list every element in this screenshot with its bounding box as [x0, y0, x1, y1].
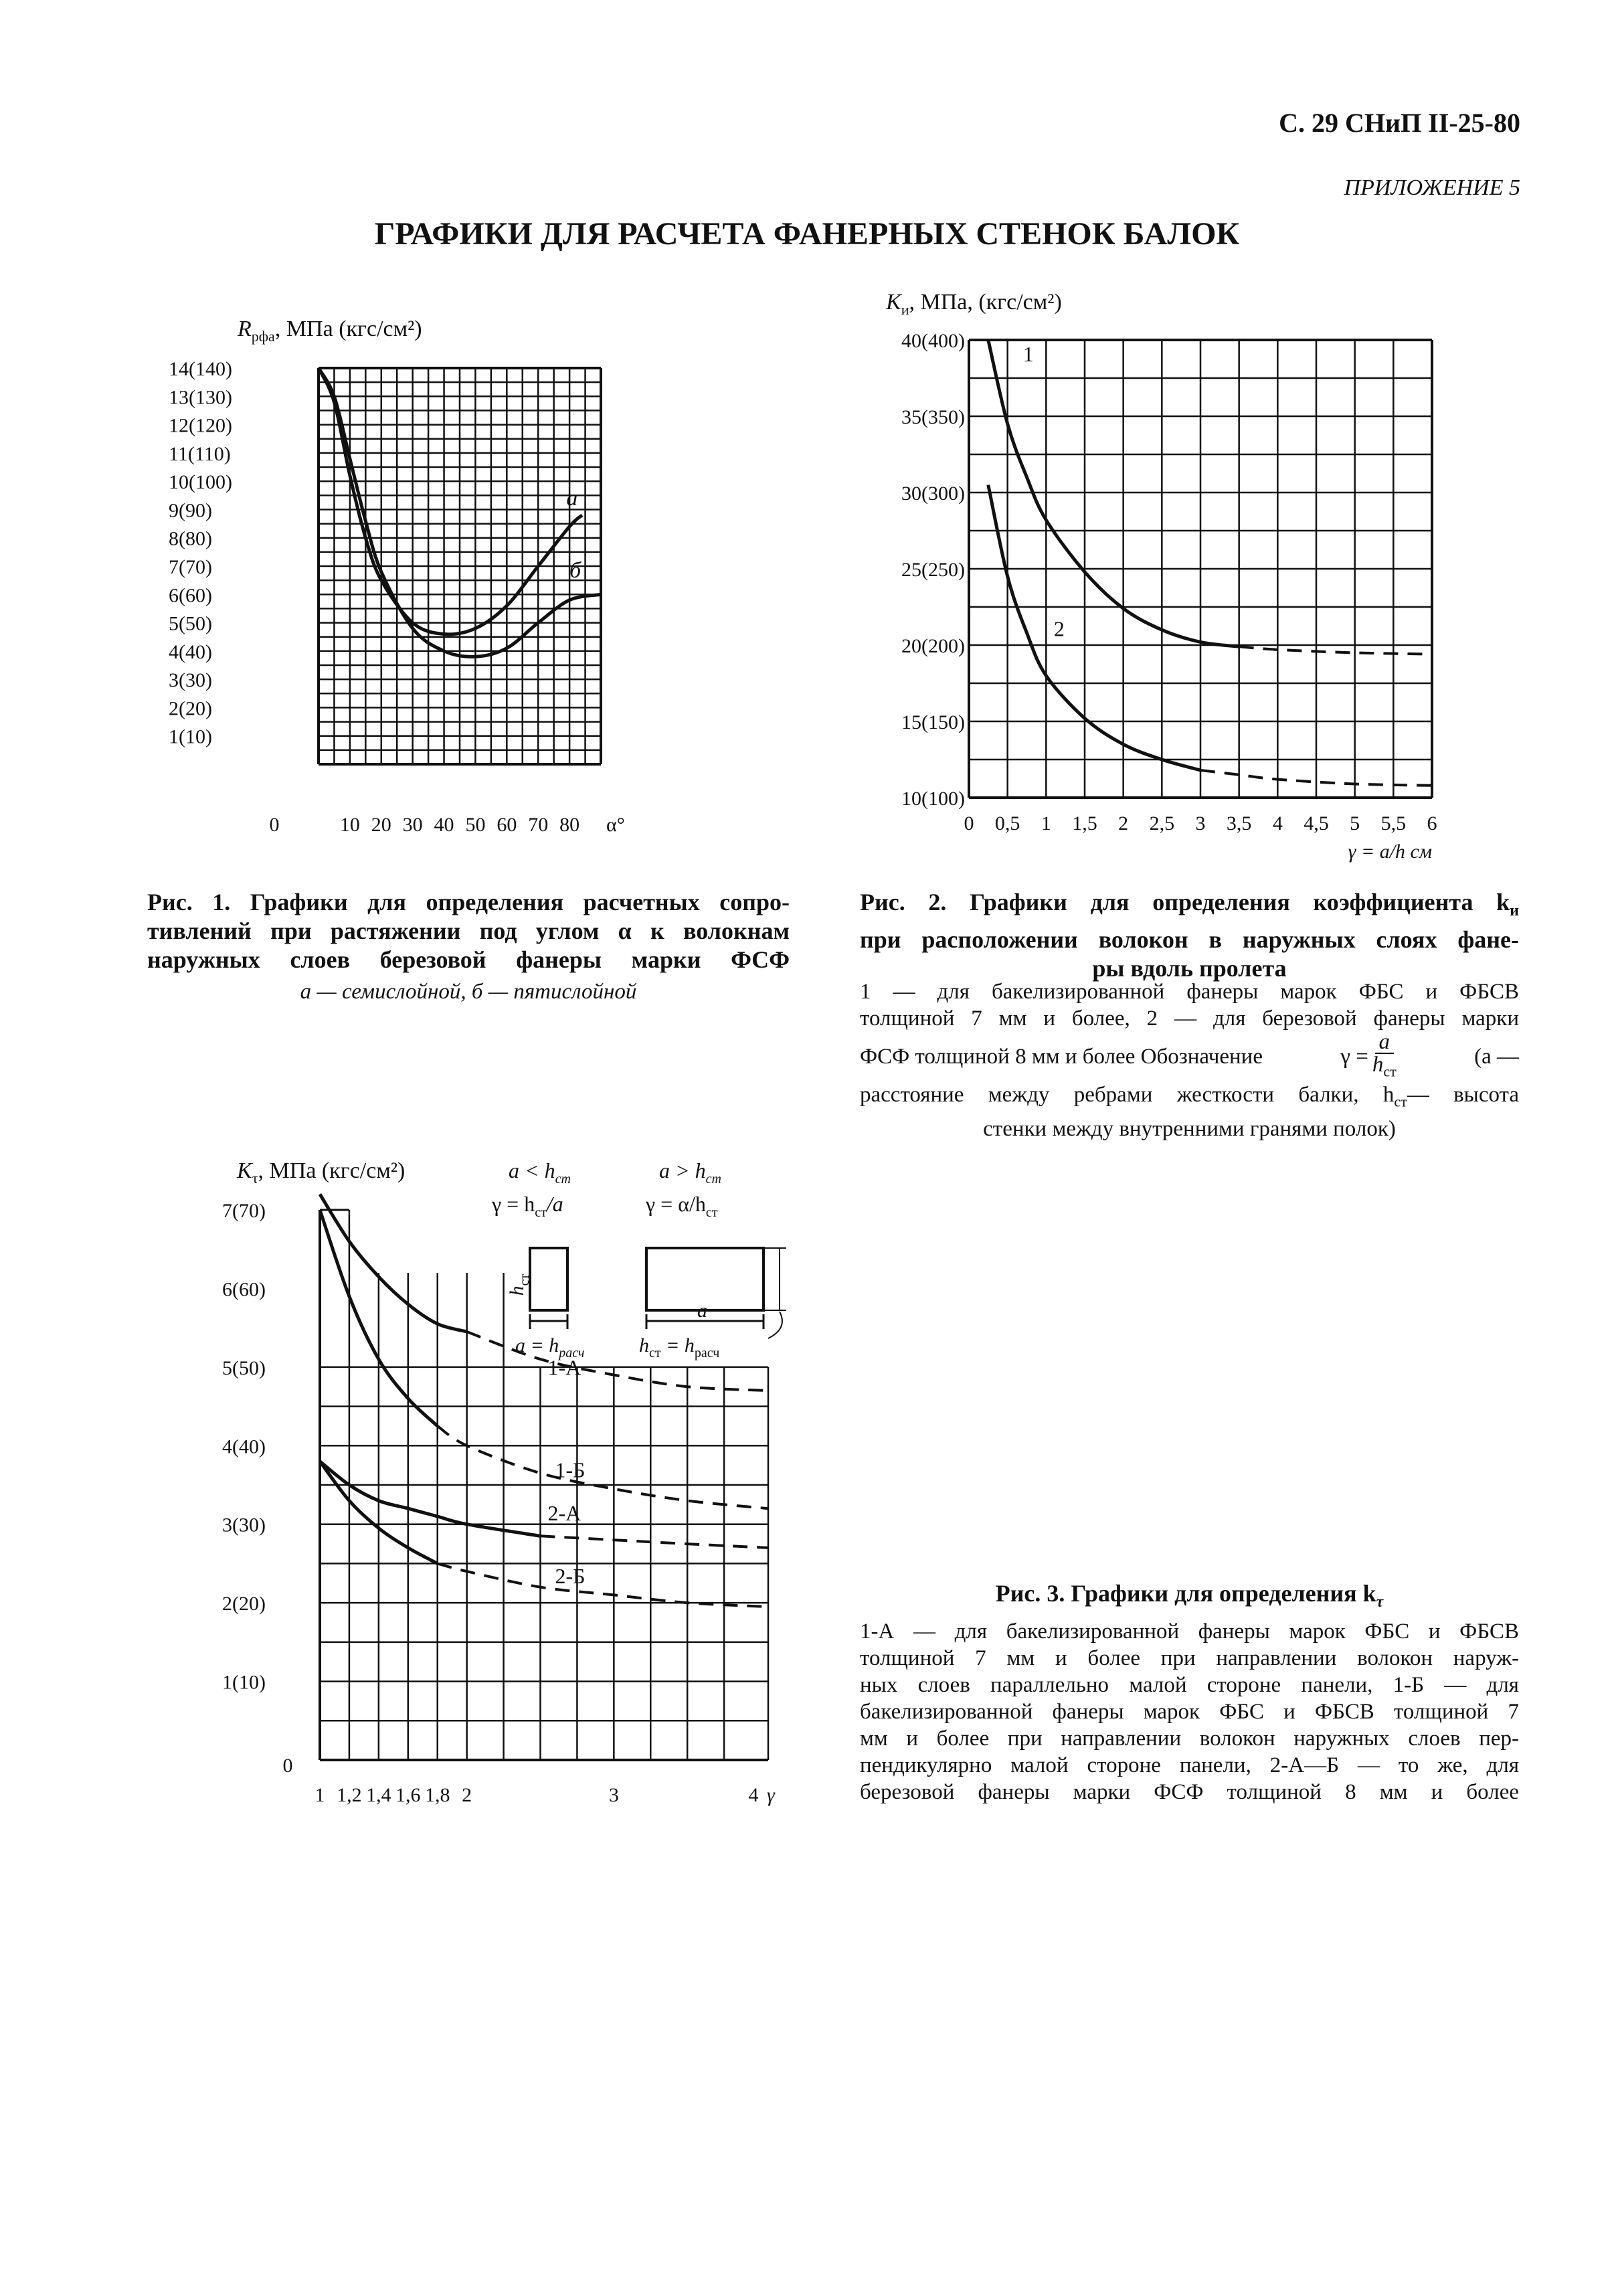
fig2-fraction: a $h_{ст}$: [1372, 1029, 1397, 1080]
y-tick-label: 5(50): [169, 612, 212, 635]
fig1-caption-line: тивлений при растяжении под углом α к волокнам: [147, 917, 790, 944]
fig1-legend: а — семислойной, б — пятислойной: [300, 980, 637, 1004]
fig3-legend-line: бакелизированной фанеры марок ФБС и ФБСВ толщиной 7: [860, 1700, 1519, 1724]
series-line-dashed-2: [541, 1536, 769, 1548]
fig1-caption-line: Рис. 1. Графики для определения расчетных сопро-: [147, 889, 790, 915]
series-label-2a: 2-А: [547, 1500, 581, 1525]
y-tick-label: 13(130): [169, 386, 232, 409]
y-tick-label: 35(350): [901, 406, 965, 428]
x-axis-label: γ: [767, 1784, 775, 1806]
y-tick-label: 8(80): [169, 527, 212, 550]
fig3-legend: [860, 1618, 1519, 1805]
fig3-grid: [320, 1210, 768, 1760]
x-tick-label: 4,5: [1304, 812, 1329, 834]
series-label-1a: 1-А: [547, 1355, 581, 1380]
fig2-series: [988, 340, 1432, 786]
x-tick-label: 20: [371, 814, 391, 836]
y-tick-label: 15(150): [901, 711, 965, 733]
fig3-legend-line: ных слоев параллельно малой стороне панели, 1-Б — для: [860, 1673, 1519, 1697]
series-line-dashed-3: [438, 1563, 768, 1607]
page-reference: С. 29 СНиП II-25-80: [1279, 108, 1520, 138]
fig2-chart: [857, 281, 1526, 883]
fig3-inset-left-bottom: $a = h_{расч}$: [515, 1334, 585, 1360]
fig3-inset-h-label: $h_{ст}$: [506, 1273, 532, 1296]
x-tick-label: 40: [434, 814, 454, 836]
fig2-grid: [969, 340, 1432, 798]
fig3-inset-left-rect: [530, 1248, 567, 1310]
fig2-legend-formula-line: ФСФ толщиной 8 мм и более Обозначение γ = a $h_{ст}$ (а —: [860, 1032, 1519, 1081]
x-tick-label: 6: [1427, 812, 1437, 834]
x-tick-label: 50: [465, 814, 486, 836]
x-tick-label: 0: [964, 812, 974, 834]
x-tick-label: 0,5: [994, 812, 1020, 834]
x-tick-label: 2,5: [1149, 812, 1175, 834]
fig3-legend-line: березовой фанеры марки ФСФ толщиной 8 мм и более: [860, 1780, 1519, 1804]
series-label-2b: 2-Б: [555, 1563, 586, 1588]
fig2-legend-line: толщиной 7 мм и более, 2 — для березовой фанеры марки: [860, 1006, 1519, 1031]
fig3-inset-right: [639, 1158, 786, 1360]
y-tick-label: 1(10): [169, 725, 212, 748]
fig1-caption: [147, 888, 790, 974]
x-origin-label: 0: [269, 814, 280, 836]
series-label-1: 1: [1022, 341, 1034, 366]
fig3-series: [320, 1194, 768, 1607]
y-tick-label: 30(300): [901, 482, 965, 505]
x-tick-label: 3: [1195, 812, 1206, 834]
fig3-legend-line: пендикулярно малой стороне панели, 2-А—Б — то же, для: [860, 1753, 1519, 1777]
y-tick-label: 2(20): [169, 697, 212, 720]
fig3-ylabel: $K_\tau$, МПа (кгс/см²): [237, 1158, 406, 1186]
x-tick-label: 1: [1041, 812, 1051, 834]
fig3-inset-a-label: a: [697, 1300, 707, 1322]
fig2-caption: [860, 888, 1519, 983]
y-tick-label: 7(70): [169, 556, 212, 578]
series-line-solid-0: [320, 1195, 467, 1332]
page-title: ГРАФИКИ ДЛЯ РАСЧЕТА ФАНЕРНЫХ СТЕНОК БАЛОК: [374, 216, 1240, 252]
y-tick-label: 5(50): [222, 1356, 266, 1379]
y-tick-label: 4(40): [169, 640, 212, 663]
x-tick-label: 3: [608, 1784, 619, 1806]
x-tick-label: 1: [315, 1784, 325, 1806]
fig1-ylabel: $R_{рфа}$, МПа (кгс/см²): [238, 317, 422, 345]
x-tick-label: 1,5: [1072, 812, 1097, 834]
x-tick-label: 10: [339, 814, 360, 836]
x-tick-label: 5: [1350, 812, 1360, 834]
x-tick-label: 80: [559, 814, 580, 836]
fig3-inset-right-formula: $\gamma = \alpha/h_{ст}$: [646, 1192, 718, 1220]
fig3-labels: [222, 1158, 776, 1806]
fig2-legend: [860, 978, 1519, 1142]
fig2-legend-line: стенки между внутренними гранями полок): [983, 1116, 1396, 1141]
y-tick-label: 3(30): [222, 1514, 266, 1536]
y-tick-label: 6(60): [222, 1278, 266, 1301]
fig3-inset-right-bottom: $h_{ст} = h_{расч}$: [639, 1334, 720, 1360]
y-origin-label: 0: [282, 1755, 293, 1777]
fig3-inset-left: [491, 1158, 584, 1360]
x-tick-label: 3,5: [1226, 812, 1252, 834]
x-tick-label: 2: [1118, 812, 1129, 834]
fig3-legend-line: мм и более при направлении волокон наружных слоев пер-: [860, 1727, 1519, 1751]
fig1-caption-line: наружных слоев березовой фанеры марки ФСФ: [147, 946, 790, 973]
y-tick-label: 4(40): [222, 1435, 266, 1458]
x-tick-label: 1,6: [395, 1784, 421, 1806]
y-tick-label: 11(110): [169, 442, 231, 465]
y-tick-label: 10(100): [901, 788, 965, 810]
x-tick-label: 60: [497, 814, 517, 836]
fig2-gamma: γ =: [1340, 1045, 1368, 1069]
series-line-solid-1: [988, 485, 1200, 770]
fig3-legend-line: толщиной 7 мм и более при направлении волокон наруж-: [860, 1646, 1519, 1670]
series-line-dashed-0: [1239, 646, 1432, 654]
x-tick-label: 4: [748, 1784, 759, 1806]
y-tick-label: 14(140): [169, 358, 232, 380]
x-tick-label: 5,5: [1380, 812, 1407, 834]
x-tick-label: 1,8: [424, 1784, 450, 1806]
fig3-inset-right-condition: $a > h_{ст}$: [659, 1158, 721, 1186]
x-axis-label: α°: [606, 814, 625, 836]
fig3-chart: [221, 1138, 823, 1834]
y-tick-label: 6(60): [169, 584, 212, 607]
fig2-caption-line: при расположении волокон в наружных слоях фане-: [860, 926, 1519, 954]
y-tick-label: 1(10): [222, 1671, 266, 1694]
x-tick-label: 30: [402, 814, 423, 836]
fig1-chart: [167, 301, 703, 857]
x-tick-label: 1,2: [337, 1784, 362, 1806]
fig2-caption-line: ры вдоль пролета: [1092, 955, 1287, 982]
series-line-dashed-0: [467, 1332, 768, 1391]
series-label-1b: 1-Б: [555, 1458, 586, 1482]
fig2-caption-line: Рис. 2. Графики для определения коэффициента $k_и$: [860, 889, 1519, 920]
y-tick-label: 2(20): [222, 1593, 266, 1615]
y-tick-label: 10(100): [169, 471, 232, 494]
x-tick-label: 2: [462, 1784, 472, 1806]
y-tick-label: 20(200): [901, 635, 965, 657]
fig1-grid: [319, 368, 601, 764]
x-tick-label: 70: [528, 814, 549, 836]
x-tick-label: 1,4: [366, 1784, 391, 1806]
appendix-label: ПРИЛОЖЕНИЕ 5: [1344, 175, 1520, 200]
y-tick-label: 25(250): [901, 559, 965, 581]
y-tick-label: 7(70): [222, 1200, 266, 1222]
series-label-2: 2: [1053, 616, 1065, 641]
series-label-b: б: [569, 557, 581, 583]
y-tick-label: 12(120): [169, 414, 232, 437]
x-tick-label: 4: [1272, 812, 1283, 834]
fig3-inset-left-formula: $\gamma = h_{ст}/a$: [492, 1192, 563, 1220]
y-tick-label: 3(30): [169, 669, 212, 692]
fig3-legend-line: 1-А — для бакелизированной фанеры марок ФБС и ФБСВ: [860, 1619, 1519, 1644]
y-tick-label: 40(400): [901, 330, 965, 352]
series-label-a: а: [566, 486, 578, 511]
x-axis-label: γ = a/h см: [1348, 841, 1432, 863]
y-tick-label: 9(90): [169, 499, 212, 522]
fig2-legend-line: 1 — для бакелизированной фанеры марок ФБС и ФБСВ: [860, 980, 1519, 1004]
fig3-caption: Рис. 3. Графики для определения $k_\tau$: [995, 1580, 1384, 1611]
fig3-inset-left-condition: $a < h_{ст}$: [509, 1158, 571, 1186]
fig2-ylabel: $K_и$, МПа, (кгс/см²): [886, 290, 1062, 318]
series-line-dashed-1: [438, 1426, 768, 1508]
fig2-legend-line: расстояние между ребрами жесткости балки, $h_{ст}—$ высота: [860, 1083, 1520, 1110]
